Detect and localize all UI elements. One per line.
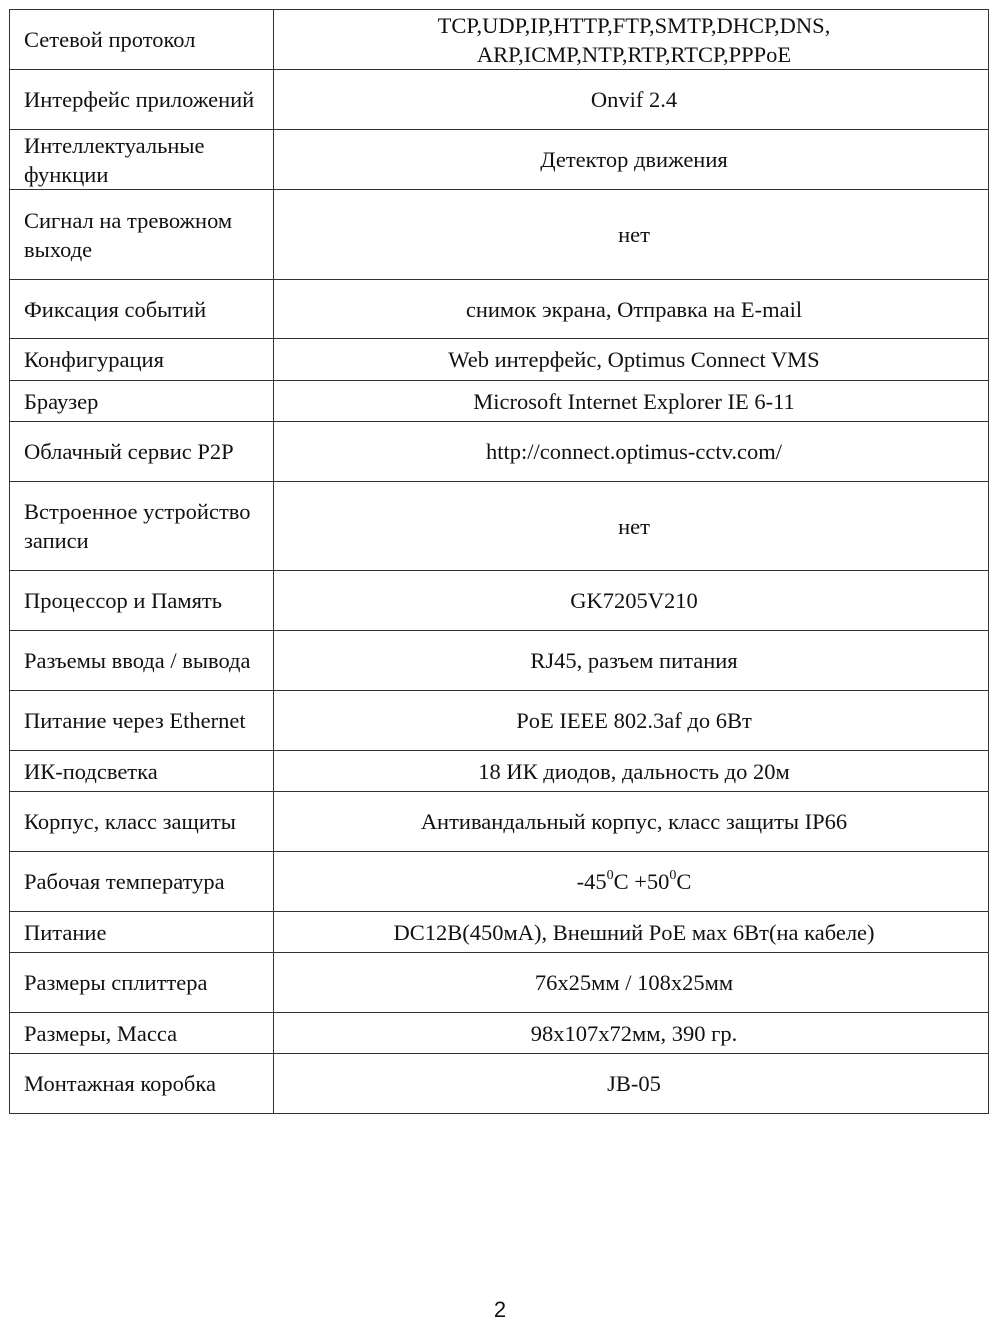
table-row (10, 280, 989, 339)
row-label: Конфигурация (10, 339, 274, 381)
temp-unit: C (676, 869, 692, 894)
spec-table (9, 9, 989, 1114)
table-row (10, 792, 989, 852)
table-row (10, 691, 989, 751)
row-label: Питание (10, 912, 274, 953)
table-row (10, 422, 989, 482)
temp-min: -45 (576, 869, 607, 894)
row-label: Рабочая температура (10, 852, 274, 912)
row-value: DC12B(450мА), Внешний PoE мах 6Вт(на кабеле) (274, 912, 989, 953)
row-value: Microsoft Internet Explorer IE 6-11 (274, 381, 989, 422)
row-value: RJ45, разъем питания (274, 631, 989, 691)
page-number: 2 (493, 1297, 507, 1322)
degree-sup: 0 (669, 867, 677, 883)
degree-sup: 0 (606, 867, 614, 883)
row-value (274, 852, 989, 912)
table-row (10, 10, 989, 70)
row-label: Корпус, класс защиты (10, 792, 274, 852)
row-value: 18 ИК диодов, дальность до 20м (274, 751, 989, 792)
row-label: Размеры сплиттера (10, 953, 274, 1013)
row-value: Детектор движения (274, 130, 989, 190)
row-value: http://connect.optimus-cctv.com/ (274, 422, 989, 482)
table-row (10, 190, 989, 280)
row-label: Фиксация событий (10, 280, 274, 339)
table-row (10, 339, 989, 381)
row-value: GK7205V210 (274, 571, 989, 631)
table-row (10, 571, 989, 631)
row-value: 76х25мм / 108х25мм (274, 953, 989, 1013)
row-label: Браузер (10, 381, 274, 422)
row-label: Питание через Ethernet (10, 691, 274, 751)
row-label: ИК-подсветка (10, 751, 274, 792)
row-value: JB-05 (274, 1054, 989, 1114)
row-label: Процессор и Память (10, 571, 274, 631)
table-row (10, 381, 989, 422)
table-row (10, 751, 989, 792)
row-value: TCP,UDP,IP,HTTP,FTP,SMTP,DHCP,DNS, ARP,ICMP,NTP,RTP,RTCP,PPPoE (274, 10, 989, 70)
table-row (10, 953, 989, 1013)
row-label: Интеллектуальные функции (10, 130, 274, 190)
table-row (10, 70, 989, 130)
row-value: снимок экрана, Отправка на E-mail (274, 280, 989, 339)
row-value: 98x107x72мм, 390 гр. (274, 1013, 989, 1054)
row-label: Встроенное устройство записи (10, 482, 274, 571)
row-label: Монтажная коробка (10, 1054, 274, 1114)
row-value: Антивандальный корпус, класс защиты IP66 (274, 792, 989, 852)
row-value: PoE IEEE 802.3af до 6Вт (274, 691, 989, 751)
table-row (10, 852, 989, 912)
table-row (10, 130, 989, 190)
row-label: Сетевой протокол (10, 10, 274, 70)
row-value: Onvif 2.4 (274, 70, 989, 130)
row-label: Облачный сервис P2P (10, 422, 274, 482)
table-row (10, 1054, 989, 1114)
table-row (10, 912, 989, 953)
row-label: Сигнал на тревожном выходе (10, 190, 274, 280)
row-label: Разъемы ввода / вывода (10, 631, 274, 691)
row-value: Web интерфейс, Optimus Connect VMS (274, 339, 989, 381)
table-row (10, 1013, 989, 1054)
row-label: Размеры, Масса (10, 1013, 274, 1054)
row-value: нет (274, 482, 989, 571)
row-label: Интерфейс приложений (10, 70, 274, 130)
table-row (10, 482, 989, 571)
temp-max: C +50 (613, 869, 670, 894)
row-value: нет (274, 190, 989, 280)
table-row (10, 631, 989, 691)
